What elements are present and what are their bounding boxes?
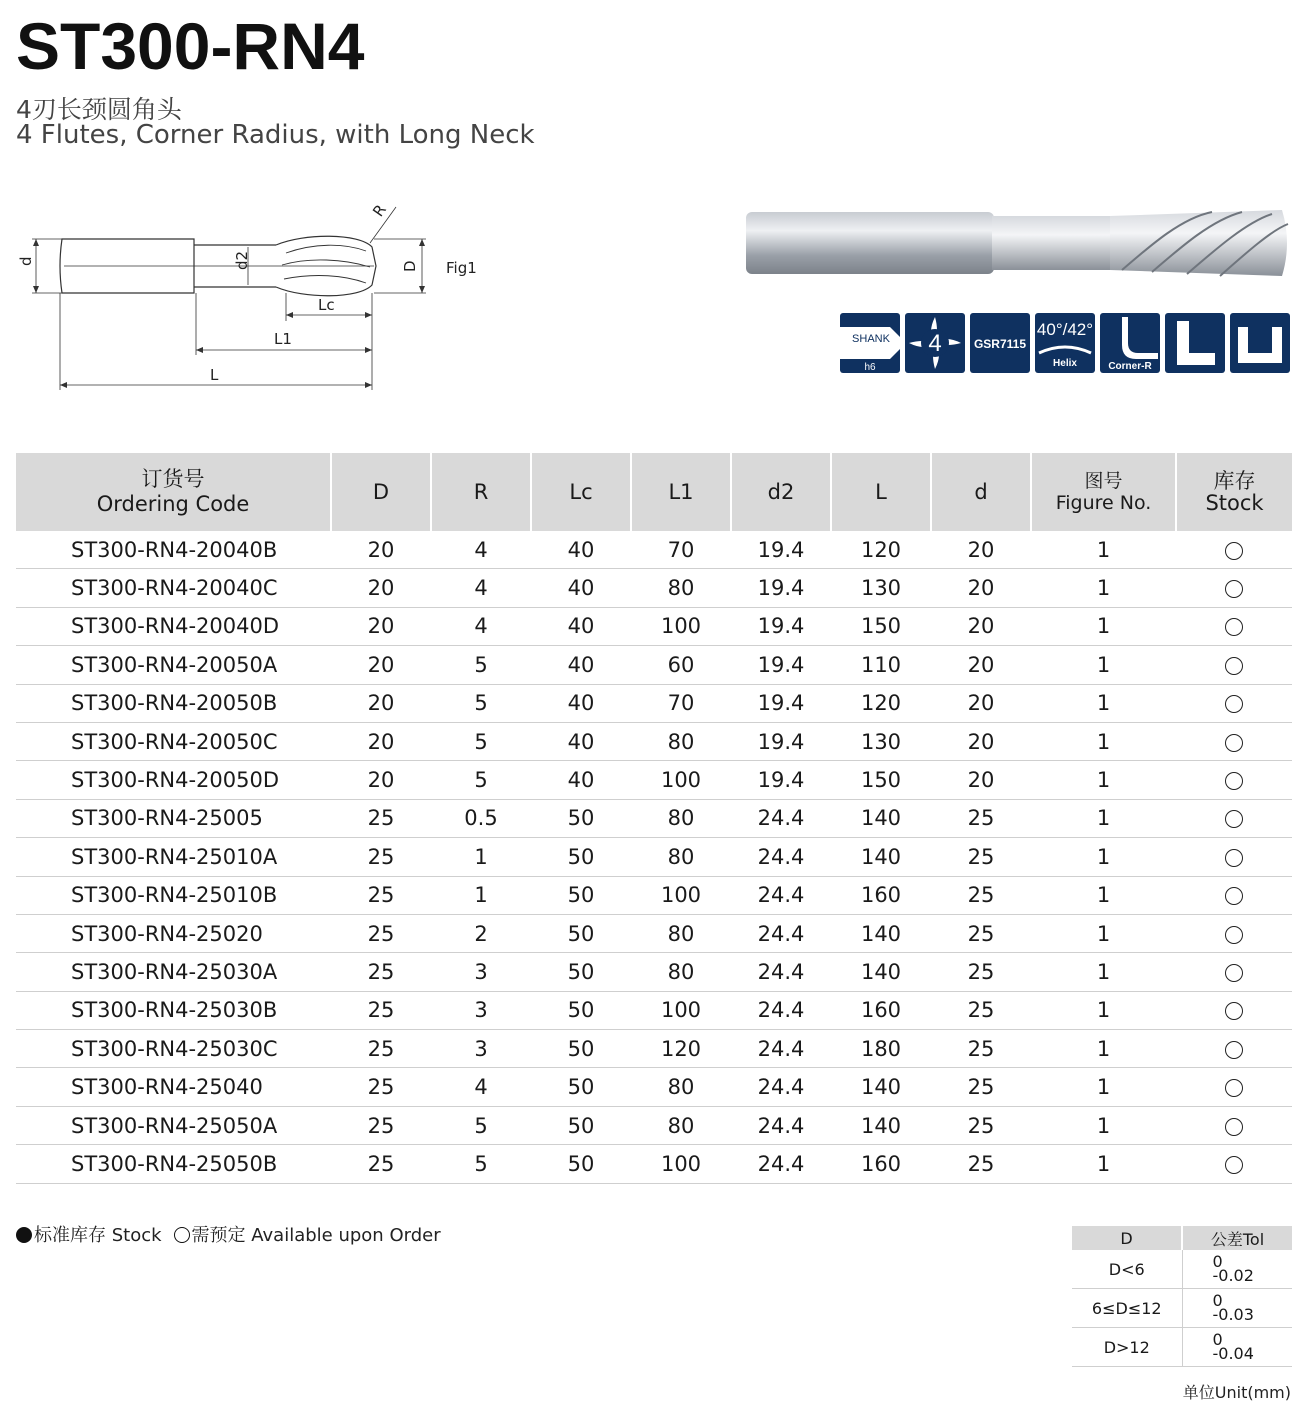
order-circle-icon — [1225, 964, 1243, 982]
cell-D: 20 — [331, 646, 431, 684]
tol-range: D>12 — [1072, 1328, 1182, 1367]
cell-L: 140 — [831, 799, 931, 837]
cell-fig: 1 — [1031, 646, 1176, 684]
table-row — [16, 1068, 1292, 1106]
cell-R: 2 — [431, 914, 531, 952]
table-row — [16, 722, 1292, 760]
cell-fig: 1 — [1031, 684, 1176, 722]
dim-label-L: L — [210, 366, 219, 384]
grade-text: GSR7115 — [973, 337, 1027, 351]
cell-L1: 80 — [631, 722, 731, 760]
cell-stock — [1176, 914, 1292, 952]
cell-L: 130 — [831, 569, 931, 607]
cell-d: 25 — [931, 876, 1031, 914]
tol-row — [1072, 1328, 1292, 1367]
subtitle-chinese: 4刃长颈圆角头 — [16, 95, 182, 124]
cell-d2: 24.4 — [731, 953, 831, 991]
cell-L: 120 — [831, 684, 931, 722]
cell-fig: 1 — [1031, 607, 1176, 645]
cell-d: 25 — [931, 1068, 1031, 1106]
cell-R: 5 — [431, 646, 531, 684]
cell-code: ST300-RN4-25020 — [16, 914, 331, 952]
cell-d2: 24.4 — [731, 876, 831, 914]
dim-label-D: D — [401, 260, 419, 272]
table-row — [16, 646, 1292, 684]
cell-L: 140 — [831, 838, 931, 876]
tol-header-d: D — [1072, 1226, 1182, 1250]
cell-D: 25 — [331, 799, 431, 837]
order-circle-icon — [1225, 887, 1243, 905]
order-circle-icon — [1225, 1041, 1243, 1059]
header-L1: L1 — [631, 453, 731, 531]
tol-row — [1072, 1250, 1292, 1289]
cell-D: 25 — [331, 953, 431, 991]
cell-Lc: 40 — [531, 531, 631, 569]
cell-R: 3 — [431, 953, 531, 991]
table-row — [16, 607, 1292, 645]
cell-L1: 80 — [631, 1106, 731, 1144]
cell-d: 20 — [931, 607, 1031, 645]
cell-stock — [1176, 876, 1292, 914]
cell-stock — [1176, 646, 1292, 684]
cell-Lc: 50 — [531, 876, 631, 914]
square-shoulder-icon — [1230, 313, 1290, 373]
grade-icon — [970, 313, 1030, 373]
four-flutes-icon — [905, 313, 965, 373]
cell-fig: 1 — [1031, 799, 1176, 837]
order-circle-icon — [1225, 1118, 1243, 1136]
order-circle-icon — [1225, 1079, 1243, 1097]
cell-L: 140 — [831, 953, 931, 991]
cell-stock — [1176, 684, 1292, 722]
order-circle-icon — [1225, 695, 1243, 713]
tol-value: 0 -0.04 — [1182, 1328, 1292, 1367]
cell-L1: 100 — [631, 876, 731, 914]
table-row — [16, 914, 1292, 952]
tol-header-tol: 公差Tol — [1182, 1226, 1292, 1250]
cell-d2: 19.4 — [731, 607, 831, 645]
order-circle-icon — [1225, 1002, 1243, 1020]
cell-Lc: 50 — [531, 799, 631, 837]
cell-R: 4 — [431, 607, 531, 645]
table-row — [16, 1145, 1292, 1183]
cell-D: 25 — [331, 991, 431, 1029]
header-D: D — [331, 453, 431, 531]
cell-D: 20 — [331, 722, 431, 760]
header-R: R — [431, 453, 531, 531]
end-mill-photo — [742, 204, 1294, 282]
cell-code: ST300-RN4-25005 — [16, 799, 331, 837]
cell-L: 160 — [831, 1145, 931, 1183]
cell-fig: 1 — [1031, 991, 1176, 1029]
cell-Lc: 40 — [531, 569, 631, 607]
header-d: d — [931, 453, 1031, 531]
corner-radius-icon — [1100, 313, 1160, 373]
cell-d: 25 — [931, 1145, 1031, 1183]
cell-R: 5 — [431, 1106, 531, 1144]
tol-value: 0 -0.03 — [1182, 1289, 1292, 1328]
cell-d: 25 — [931, 838, 1031, 876]
table-row — [16, 1030, 1292, 1068]
cell-R: 0.5 — [431, 799, 531, 837]
tolerance-table — [1072, 1226, 1292, 1367]
cell-Lc: 50 — [531, 1145, 631, 1183]
dim-label-L1: L1 — [274, 330, 292, 348]
cell-d2: 24.4 — [731, 1145, 831, 1183]
cell-D: 20 — [331, 684, 431, 722]
order-circle-icon — [1225, 810, 1243, 828]
cell-code: ST300-RN4-20040D — [16, 607, 331, 645]
standard-stock-dot-icon — [16, 1227, 32, 1243]
header-figure-no: 图号 Figure No. — [1031, 453, 1176, 531]
cell-d2: 19.4 — [731, 761, 831, 799]
cell-d: 25 — [931, 1030, 1031, 1068]
cell-d2: 24.4 — [731, 1106, 831, 1144]
table-row — [16, 991, 1292, 1029]
cell-L1: 100 — [631, 991, 731, 1029]
cell-code: ST300-RN4-20040B — [16, 531, 331, 569]
cell-L1: 70 — [631, 684, 731, 722]
cell-R: 3 — [431, 991, 531, 1029]
helix-label-text: Helix — [1053, 358, 1077, 369]
legend-standard-stock: 标准库存 Stock — [34, 1225, 162, 1246]
cell-d: 20 — [931, 684, 1031, 722]
cell-code: ST300-RN4-25010A — [16, 838, 331, 876]
header-L: L — [831, 453, 931, 531]
cell-L1: 80 — [631, 799, 731, 837]
cell-R: 5 — [431, 761, 531, 799]
cell-d: 20 — [931, 569, 1031, 607]
cell-code: ST300-RN4-20050A — [16, 646, 331, 684]
cell-d: 25 — [931, 914, 1031, 952]
cell-d2: 24.4 — [731, 838, 831, 876]
tool-dimension-diagram — [14, 195, 494, 400]
table-row — [16, 953, 1292, 991]
cell-d2: 19.4 — [731, 684, 831, 722]
cell-D: 25 — [331, 838, 431, 876]
cell-L: 120 — [831, 531, 931, 569]
table-header-row — [16, 453, 1292, 531]
cell-L1: 80 — [631, 838, 731, 876]
table-row — [16, 876, 1292, 914]
cell-stock — [1176, 1106, 1292, 1144]
table-row — [16, 838, 1292, 876]
cell-Lc: 40 — [531, 607, 631, 645]
cell-Lc: 40 — [531, 761, 631, 799]
cell-L: 140 — [831, 1106, 931, 1144]
cell-d: 25 — [931, 799, 1031, 837]
cell-L: 150 — [831, 761, 931, 799]
cell-stock — [1176, 838, 1292, 876]
cell-stock — [1176, 569, 1292, 607]
cell-d: 20 — [931, 531, 1031, 569]
table-row — [16, 684, 1292, 722]
cell-stock — [1176, 991, 1292, 1029]
cell-stock — [1176, 953, 1292, 991]
helix-angle-icon — [1035, 313, 1095, 373]
dim-label-Lc: Lc — [318, 296, 335, 314]
cell-L1: 70 — [631, 531, 731, 569]
cell-Lc: 50 — [531, 991, 631, 1029]
cell-code: ST300-RN4-25030A — [16, 953, 331, 991]
feature-icons — [840, 313, 1294, 375]
cell-L: 130 — [831, 722, 931, 760]
header-stock: 库存 Stock — [1176, 453, 1292, 531]
cell-stock — [1176, 531, 1292, 569]
cell-d: 20 — [931, 761, 1031, 799]
cell-R: 5 — [431, 1145, 531, 1183]
cell-R: 4 — [431, 531, 531, 569]
long-neck-icon — [1165, 313, 1225, 373]
stock-legend — [16, 1221, 441, 1247]
cell-D: 20 — [331, 569, 431, 607]
cell-code: ST300-RN4-20040C — [16, 569, 331, 607]
cell-stock — [1176, 1145, 1292, 1183]
cell-Lc: 50 — [531, 1068, 631, 1106]
cell-L1: 60 — [631, 646, 731, 684]
cell-fig: 1 — [1031, 1068, 1176, 1106]
helix-angle-text: 40°/42° — [1036, 320, 1094, 339]
flute-count-text: 4 — [928, 330, 942, 357]
cell-Lc: 40 — [531, 722, 631, 760]
cell-R: 1 — [431, 838, 531, 876]
cell-L: 180 — [831, 1030, 931, 1068]
cell-R: 5 — [431, 722, 531, 760]
specification-table — [16, 453, 1292, 1184]
cell-stock — [1176, 1030, 1292, 1068]
shank-h6-icon — [840, 313, 900, 373]
cell-code: ST300-RN4-25040 — [16, 1068, 331, 1106]
order-circle-icon — [1225, 1156, 1243, 1174]
cell-Lc: 40 — [531, 646, 631, 684]
unit-note: 单位Unit(mm) — [1182, 1383, 1291, 1402]
header-ordering-code: 订货号 Ordering Code — [16, 453, 331, 531]
cell-d: 25 — [931, 953, 1031, 991]
cell-R: 3 — [431, 1030, 531, 1068]
cell-code: ST300-RN4-20050D — [16, 761, 331, 799]
cell-fig: 1 — [1031, 1145, 1176, 1183]
cell-d2: 19.4 — [731, 569, 831, 607]
table-row — [16, 1106, 1292, 1144]
cell-fig: 1 — [1031, 761, 1176, 799]
product-title: ST300-RN4 — [16, 9, 365, 83]
cell-code: ST300-RN4-25010B — [16, 876, 331, 914]
shank-text: SHANK — [852, 333, 890, 345]
order-circle-icon — [1225, 580, 1243, 598]
cell-D: 20 — [331, 607, 431, 645]
cell-D: 25 — [331, 876, 431, 914]
cell-L1: 120 — [631, 1030, 731, 1068]
dim-label-d2: d2 — [233, 250, 251, 270]
cell-R: 4 — [431, 1068, 531, 1106]
cell-fig: 1 — [1031, 953, 1176, 991]
corner-label-text: Corner-R — [1108, 361, 1152, 372]
cell-d: 25 — [931, 991, 1031, 1029]
cell-Lc: 50 — [531, 838, 631, 876]
cell-Lc: 50 — [531, 914, 631, 952]
cell-R: 1 — [431, 876, 531, 914]
cell-fig: 1 — [1031, 838, 1176, 876]
cell-D: 25 — [331, 1106, 431, 1144]
subtitle-english: 4 Flutes, Corner Radius, with Long Neck — [16, 120, 535, 150]
cell-fig: 1 — [1031, 914, 1176, 952]
cell-fig: 1 — [1031, 1106, 1176, 1144]
cell-L1: 80 — [631, 953, 731, 991]
cell-d: 20 — [931, 646, 1031, 684]
order-circle-icon — [1225, 849, 1243, 867]
cell-code: ST300-RN4-25050B — [16, 1145, 331, 1183]
order-circle-icon — [1225, 618, 1243, 636]
cell-R: 4 — [431, 569, 531, 607]
cell-d2: 24.4 — [731, 1030, 831, 1068]
cell-L1: 100 — [631, 1145, 731, 1183]
cell-d2: 19.4 — [731, 646, 831, 684]
cell-stock — [1176, 761, 1292, 799]
table-row — [16, 531, 1292, 569]
cell-D: 20 — [331, 761, 431, 799]
cell-L1: 100 — [631, 607, 731, 645]
cell-fig: 1 — [1031, 722, 1176, 760]
order-circle-icon — [1225, 926, 1243, 944]
cell-code: ST300-RN4-20050C — [16, 722, 331, 760]
cell-d2: 19.4 — [731, 531, 831, 569]
tol-range: D<6 — [1072, 1250, 1182, 1289]
cell-d2: 24.4 — [731, 1068, 831, 1106]
cell-d2: 19.4 — [731, 722, 831, 760]
cell-Lc: 40 — [531, 684, 631, 722]
order-circle-icon — [1225, 734, 1243, 752]
cell-D: 25 — [331, 914, 431, 952]
cell-Lc: 50 — [531, 1106, 631, 1144]
tol-range: 6≤D≤12 — [1072, 1289, 1182, 1328]
table-row — [16, 799, 1292, 837]
cell-stock — [1176, 722, 1292, 760]
cell-d2: 24.4 — [731, 914, 831, 952]
cell-stock — [1176, 1068, 1292, 1106]
cell-d: 20 — [931, 722, 1031, 760]
order-circle-icon — [1225, 657, 1243, 675]
order-circle-icon — [1225, 772, 1243, 790]
cell-R: 5 — [431, 684, 531, 722]
cell-fig: 1 — [1031, 569, 1176, 607]
cell-L1: 80 — [631, 569, 731, 607]
cell-L: 160 — [831, 991, 931, 1029]
cell-d: 25 — [931, 1106, 1031, 1144]
header-Lc: Lc — [531, 453, 631, 531]
cell-fig: 1 — [1031, 876, 1176, 914]
dim-label-d: d — [17, 256, 35, 266]
cell-L: 150 — [831, 607, 931, 645]
order-ring-icon — [174, 1227, 190, 1243]
cell-code: ST300-RN4-20050B — [16, 684, 331, 722]
cell-Lc: 50 — [531, 1030, 631, 1068]
legend-available-upon-order: 需预定 Available upon Order — [191, 1225, 441, 1246]
cell-L: 140 — [831, 914, 931, 952]
table-row — [16, 569, 1292, 607]
cell-D: 25 — [331, 1030, 431, 1068]
header-d2: d2 — [731, 453, 831, 531]
cell-fig: 1 — [1031, 1030, 1176, 1068]
cell-d2: 24.4 — [731, 799, 831, 837]
cell-code: ST300-RN4-25030C — [16, 1030, 331, 1068]
cell-L1: 100 — [631, 761, 731, 799]
cell-d2: 24.4 — [731, 991, 831, 1029]
cell-code: ST300-RN4-25030B — [16, 991, 331, 1029]
tol-value: 0 -0.02 — [1182, 1250, 1292, 1289]
cell-stock — [1176, 607, 1292, 645]
cell-L: 140 — [831, 1068, 931, 1106]
cell-L1: 80 — [631, 914, 731, 952]
cell-Lc: 50 — [531, 953, 631, 991]
cell-L: 160 — [831, 876, 931, 914]
h6-text: h6 — [864, 362, 876, 373]
order-circle-icon — [1225, 542, 1243, 560]
table-row — [16, 761, 1292, 799]
figure-label: Fig1 — [446, 259, 477, 277]
cell-code: ST300-RN4-25050A — [16, 1106, 331, 1144]
cell-D: 25 — [331, 1145, 431, 1183]
cell-stock — [1176, 799, 1292, 837]
cell-L: 110 — [831, 646, 931, 684]
tol-row — [1072, 1289, 1292, 1328]
dim-label-R: R — [369, 201, 390, 221]
cell-D: 25 — [331, 1068, 431, 1106]
cell-fig: 1 — [1031, 531, 1176, 569]
cell-D: 20 — [331, 531, 431, 569]
cell-L1: 80 — [631, 1068, 731, 1106]
